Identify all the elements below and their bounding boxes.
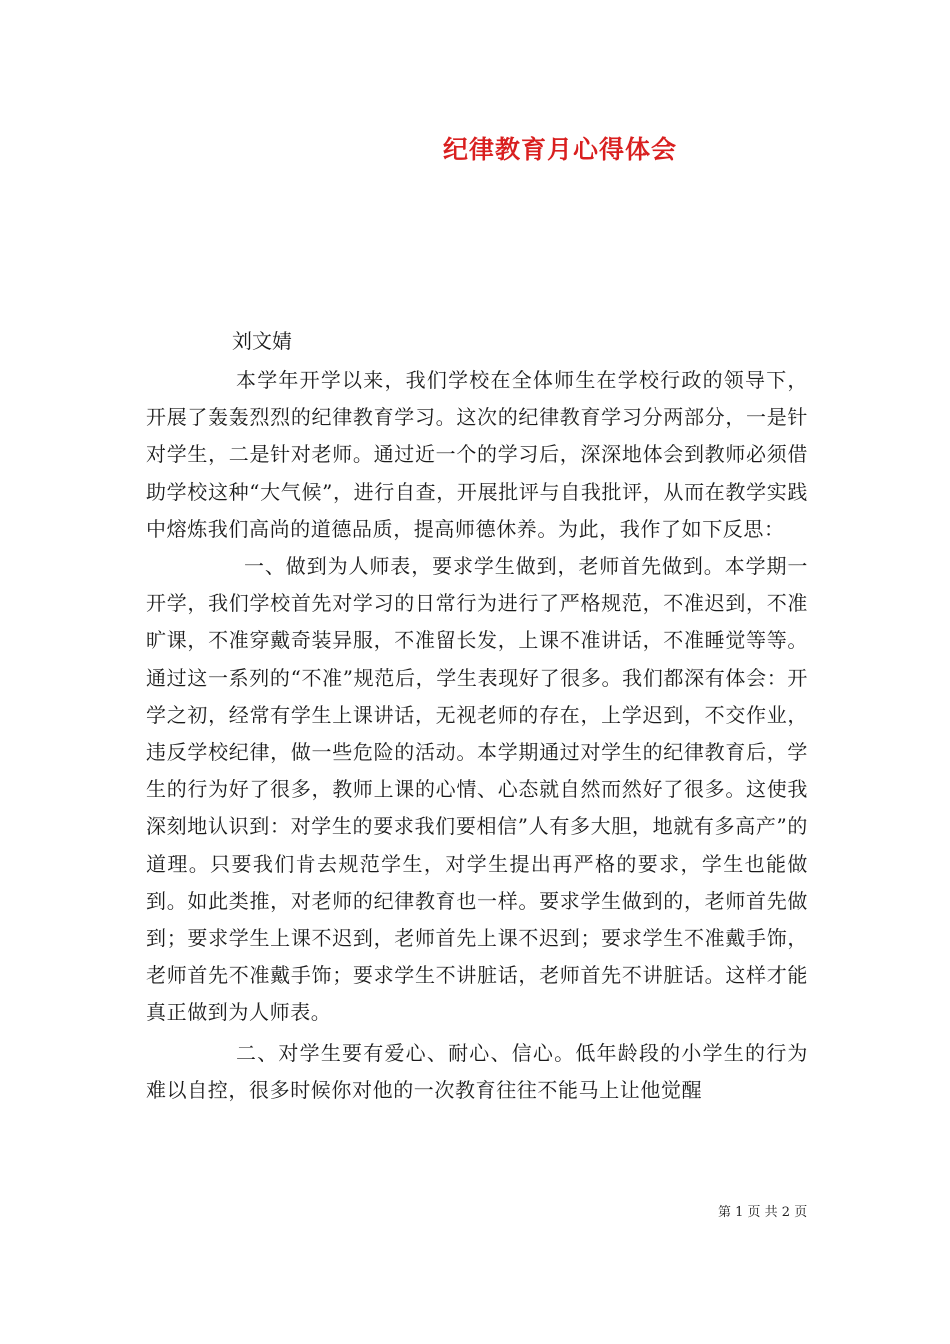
paragraph-section-one: 一、做到为人师表，要求学生做到，老师首先做到。本学期一开学，我们学校首先对学习的日常行为进行了严格规范，不准迟到，不准旷课，不准穿戴奇装异服，不准留长发，上课不准讲话，不准睡觉等等。通过这一系列的“不准”规范后，学生表现好了很多。我们都深有体会：开学之初，经常有学生上课讲话，无视老师的存在，上学迟到，不交作业，违反学校纪律，做一些危险的活动。本学期通过对学生的纪律教育后，学生的行为好了很多，教师上课的心情、心态就自然而然好了很多。这使我深刻地认识到：对学生的要求我们要相信”人有多大胆，地就有多高产”的道理。只要我们肯去规范学生，对学生提出再严格的要求，学生也能做到。如此类推，对老师的纪律教育也一样。要求学生做到的，老师首先做到；要求学生上课不迟到，老师首先上课不迟到；要求学生不准戴手饰，老师首先不准戴手饰；要求学生不讲脏话，老师首先不讲脏话。这样才能真正做到为人师表。: [146, 554, 808, 1025]
paragraph-intro: 本学年开学以来，我们学校在全体师生在学校行政的领导下，开展了轰轰烈烈的纪律教育学习。这次的纪律教育学习分两部分，一是针对学生，二是针对老师。通过近一个的学习后，深深地体会到教师必须借助学校这种“大气候”，进行自查，开展批评与自我批评，从而在教学实践中熔炼我们高尚的道德品质，提高师德休养。为此，我作了如下反思：: [146, 368, 808, 541]
document-body: [146, 362, 808, 1109]
paragraph-section-two: 二、对学生要有爱心、耐心、信心。低年龄段的小学生的行为难以自控，很多时候你对他的一次教育往往不能马上让他觉醒: [146, 1040, 808, 1102]
author-name: 刘文婧: [232, 329, 292, 353]
document-title: 纪律教育月心得体会: [442, 135, 677, 164]
page-number-footer: 第 1 页 共 2 页: [718, 1205, 808, 1220]
